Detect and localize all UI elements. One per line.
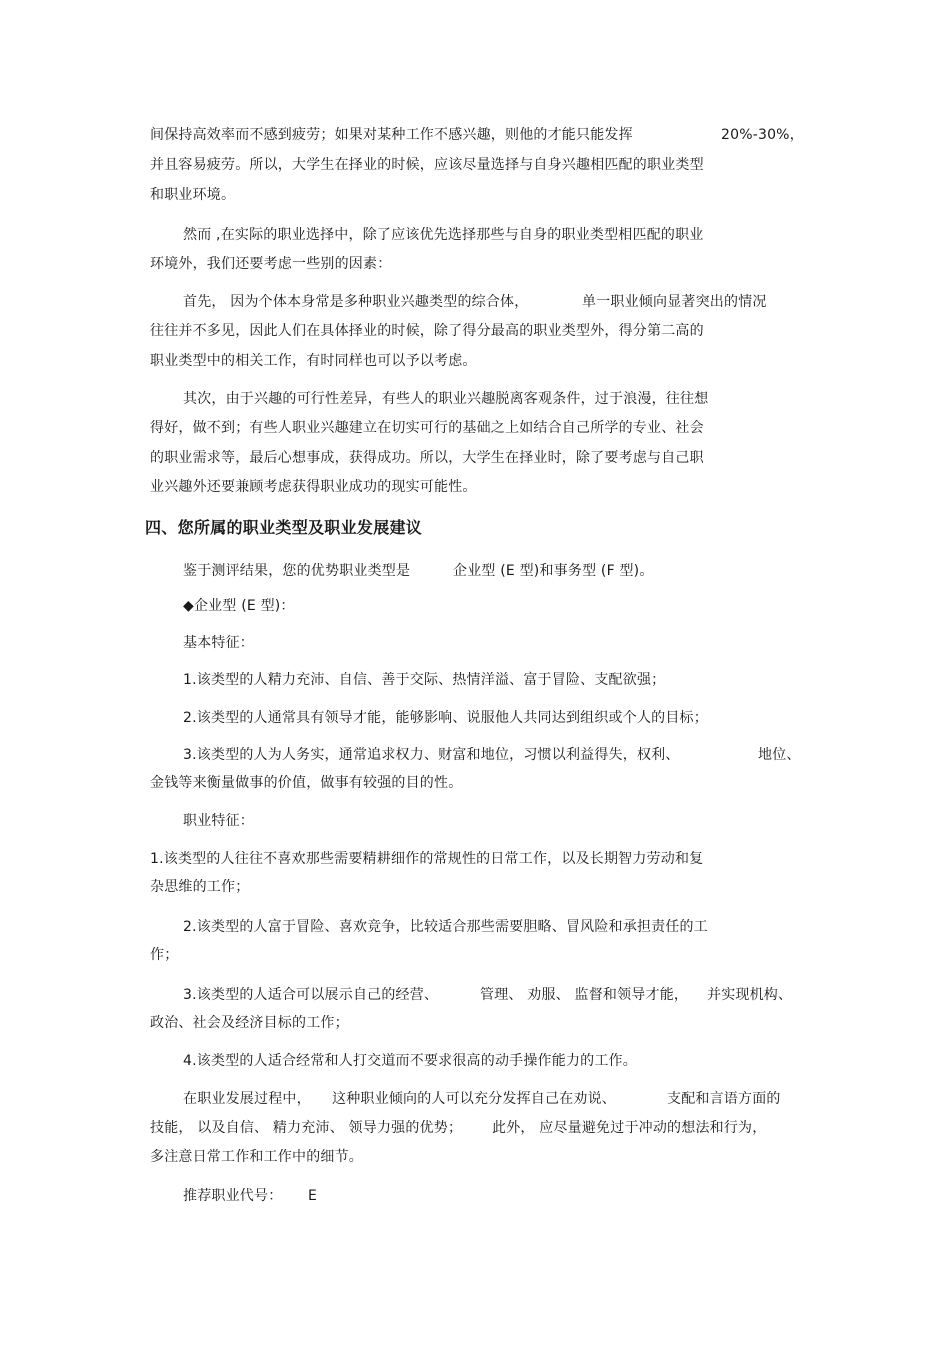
- list-item: 2.该类型的人富于冒险、喜欢竞争，比较适合那些需要胆略、冒风险和承担责任的工: [183, 919, 708, 935]
- section-heading: 四、您所属的职业类型及职业发展建议: [145, 518, 423, 537]
- text-line: 间保持高效率而不感到疲劳；如果对某种工作不感兴趣，则他的才能只能发挥: [150, 127, 633, 143]
- list-item: 3.该类型的人适合可以展示自己的经营、: [183, 987, 439, 1003]
- text-line: 的职业需求等，最后心想事成，获得成功。所以，大学生在择业时，除了要考虑与自己职: [150, 450, 704, 466]
- text-line: 然而 ,在实际的职业选择中，除了应该优先选择那些与自身的职业类型相匹配的职业: [183, 227, 704, 243]
- text-line: 这种职业倾向的人可以充分发挥自己在劝说、: [332, 1091, 616, 1107]
- subsection-label: 基本特征：: [183, 635, 254, 651]
- text-line: 其次，由于兴趣的可行性差异，有些人的职业兴趣脱离客观条件，过于浪漫，往往想: [183, 391, 709, 407]
- recommended-code: E: [308, 1188, 318, 1204]
- result-types: 企业型 (E 型)和事务型 (F 型)。: [453, 563, 654, 579]
- text-line: 鉴于测评结果，您的优势职业类型是: [183, 563, 411, 579]
- text-line: 业兴趣外还要兼顾考虑获得职业成功的现实可能性。: [150, 479, 477, 495]
- list-item: 作；: [150, 947, 179, 963]
- list-item: 管理、 劝服、 监督和领导才能，: [480, 987, 689, 1003]
- text-line: 支配和言语方面的: [667, 1091, 781, 1107]
- list-item: 并实现机构、: [707, 987, 793, 1003]
- text-line: 单一职业倾向显著突出的情况: [582, 294, 767, 310]
- text-line: 并且容易疲劳。所以，大学生在择业的时候，应该尽量选择与自身兴趣相匹配的职业类型: [150, 157, 704, 173]
- list-item: 政治、社会及经济目标的工作；: [150, 1015, 349, 1031]
- text-line: 多注意日常工作和工作中的细节。: [150, 1149, 363, 1165]
- list-item: 1.该类型的人往往不喜欢那些需要精耕细作的常规性的日常工作，以及长期智力劳动和复: [150, 851, 704, 867]
- text-line: 此外， 应尽量避免过于冲动的想法和行为，: [492, 1120, 767, 1136]
- text-line: 技能， 以及自信、 精力充沛、 领导力强的优势；: [150, 1120, 463, 1136]
- text-line: 首先， 因为个体本身常是多种职业兴趣类型的综合体，: [183, 294, 529, 310]
- text-line: 在职业发展过程中，: [183, 1091, 311, 1107]
- text-line: 往往并不多见，因此人们在具体择业的时候，除了得分最高的职业类型外，得分第二高的: [150, 323, 704, 339]
- list-item: 地位、: [758, 747, 801, 763]
- text-line: 得好，做不到；有些人职业兴趣建立在切实可行的基础之上如结合自己所学的专业、社会: [150, 420, 704, 436]
- list-item: 3.该类型的人为人务实，通常追求权力、财富和地位，习惯以利益得失，权利、: [183, 747, 680, 763]
- list-item: 2.该类型的人通常具有领导才能，能够影响、说服他人共同达到组织或个人的目标；: [183, 710, 708, 726]
- recommended-label: 推荐职业代号：: [183, 1188, 283, 1204]
- subsection-label: 职业特征：: [183, 813, 254, 829]
- text-line: 和职业环境。: [150, 187, 236, 203]
- list-item: 金钱等来衡量做事的价值，做事有较强的目的性。: [150, 775, 463, 791]
- list-item: 杂思维的工作；: [150, 879, 250, 895]
- text-line: 环境外，我们还要考虑一些别的因素：: [150, 256, 392, 272]
- type-heading: ◆企业型 (E 型)：: [183, 598, 295, 614]
- list-item: 4.该类型的人适合经常和人打交道而不要求很高的动手操作能力的工作。: [183, 1053, 637, 1069]
- list-item: 1.该类型的人精力充沛、自信、善于交际、热情洋溢、富于冒险、支配欲强；: [183, 672, 666, 688]
- text-line: 职业类型中的相关工作，有时同样也可以予以考虑。: [150, 353, 477, 369]
- text-line: 20%-30%，: [721, 127, 804, 143]
